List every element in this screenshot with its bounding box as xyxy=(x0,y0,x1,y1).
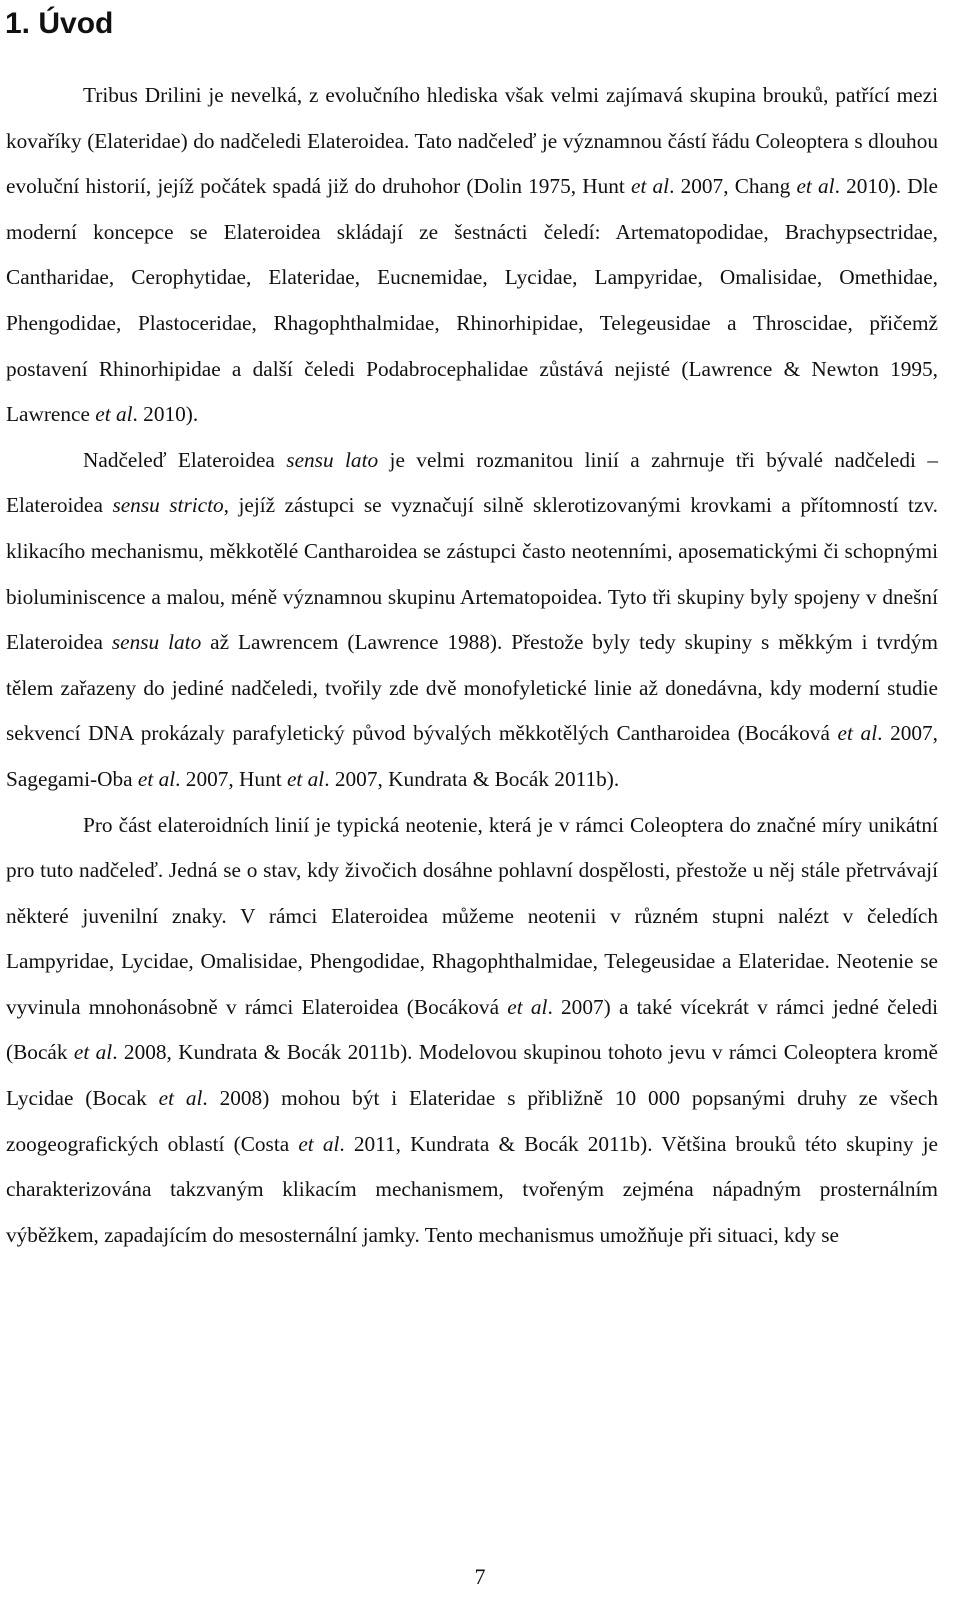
text-run: . 2007, Sagegami-Oba xyxy=(6,721,938,791)
body-text xyxy=(6,73,938,1258)
italic-text-run: et al xyxy=(137,766,176,791)
italic-text-run: et al xyxy=(507,994,548,1019)
page-number: 7 xyxy=(474,1564,486,1589)
text-run: . 2008) mohou být i Elateridae s přibližně 10 000 popsanými druhy ze všech zoogeografických oblastí (Costa xyxy=(6,1086,938,1156)
italic-text-run: et al xyxy=(631,174,670,199)
italic-text-run: et al xyxy=(298,1131,340,1156)
italic-text-run: et al xyxy=(796,174,835,199)
italic-text-run: sensu stricto xyxy=(112,493,224,518)
italic-text-run: sensu lato xyxy=(111,630,202,655)
section-heading: 1. Úvod xyxy=(5,7,114,40)
text-run: . 2008, Kundrata & Bocák 2011b). Modelovou skupinou tohoto jevu v rámci Coleoptera kromě Lycidae (Bocak xyxy=(6,1040,938,1111)
paragraph-elateroidea-sensu-lato xyxy=(6,438,938,803)
text-run: . 2007) a také vícekrát v rámci jedné čeledi (Bocák xyxy=(6,994,938,1065)
italic-text-run: sensu lato xyxy=(286,447,379,472)
italic-text-run: et al xyxy=(73,1040,113,1065)
text-run: . 2011, Kundrata & Bocák 2011b). Většina brouků této skupiny je charakterizována takzvaným klikacím mechanismem, tvořeným zejména nápadným prosternálním výběžkem, zapadajícím do mesosternální jamky. Tento mechanismus umožňuje při situaci, kdy se xyxy=(6,1131,939,1247)
text-run: Tribus Drilini je nevelká, z evolučního hlediska však velmi zajímavá skupina brouků, patřící mezi kovaříky (Elateridae) do nadčeledi Elateroidea. Tato nadčeleď je významnou částí řádu Coleoptera s dlouhou evoluční historií, jejíž počátek spadá již do druhohor (Dolin 1975, Hunt xyxy=(6,83,938,199)
text-run: je velmi rozmanitou linií a zahrnuje tři bývalé nadčeledi – Elateroidea xyxy=(6,447,938,518)
paragraph-drilini-intro xyxy=(6,73,938,438)
text-run: , jejíž zástupci se vyznačují silně sklerotizovanými krovkami a přítomností tzv. klikacího mechanismu, měkkotělé Cantharoidea se zástupci často neotenními, aposematickými či schopnými bioluminiscence a malou, méně významnou skupinu Artematopoidea. Tyto tři skupiny byly spojeny v dnešní Elateroidea xyxy=(6,493,938,655)
italic-text-run: et al xyxy=(95,402,133,427)
text-run: . 2007, Chang xyxy=(669,174,797,199)
italic-text-run: et al xyxy=(158,1086,203,1111)
text-run: až Lawrencem (Lawrence 1988). Přestože byly tedy skupiny s měkkým i tvrdým tělem zařazeny do jediné nadčeledi, tvořily zde dvě monofyletické linie až donedávna, kdy moderní studie sekvencí DNA prokázaly parafyletický původ bývalých měkkotělých Cantharoidea (Bocáková xyxy=(6,630,938,746)
text-run: . 2007, Hunt xyxy=(175,766,287,791)
text-run: Pro část elateroidních linií je typická neotenie, která je v rámci Coleoptera do značné míry unikátní pro tuto nadčeleď. Jedná se o stav, kdy živočich dosáhne pohlavní dospělosti, přestože u něj stále přetrvávají některé juvenilní znaky. V rámci Elateroidea můžeme neotenii v různém stupni nalézt v čeledích Lampyridae, Lycidae, Omalisidae, Phengodidae, Rhagophthalmidae, Telegeusidae a Elateridae. Neotenie se vyvinula mnohonásobně v rámci Elateroidea (Bocáková xyxy=(6,812,938,1019)
text-run: . 2010). Dle moderní koncepce se Elateroidea skládají ze šestnácti čeledí: Artematopodidae, Brachypsectridae, Cantharidae, Cerophytidae, Elateridae, Eucnemidae, Lycidae, Lampyridae, Omalisidae, Omethidae, Phengodidae, Plastoceridae, Rhagophthalmidae, Rhinorhipidae, Telegeusidae a Throscidae, přičemž postavení Rhinorhipidae a další čeledi Podabrocephalidae zůstává nejisté (Lawrence & Newton 1995, Lawrence xyxy=(6,174,938,427)
text-run: . 2007, Kundrata & Bocák 2011b). xyxy=(324,766,620,791)
text-run: Nadčeleď Elateroidea xyxy=(83,447,287,472)
italic-text-run: et al xyxy=(837,721,878,746)
italic-text-run: et al xyxy=(286,766,325,791)
paragraph-neoteny xyxy=(6,803,938,1259)
text-run: . 2010). xyxy=(132,402,199,427)
